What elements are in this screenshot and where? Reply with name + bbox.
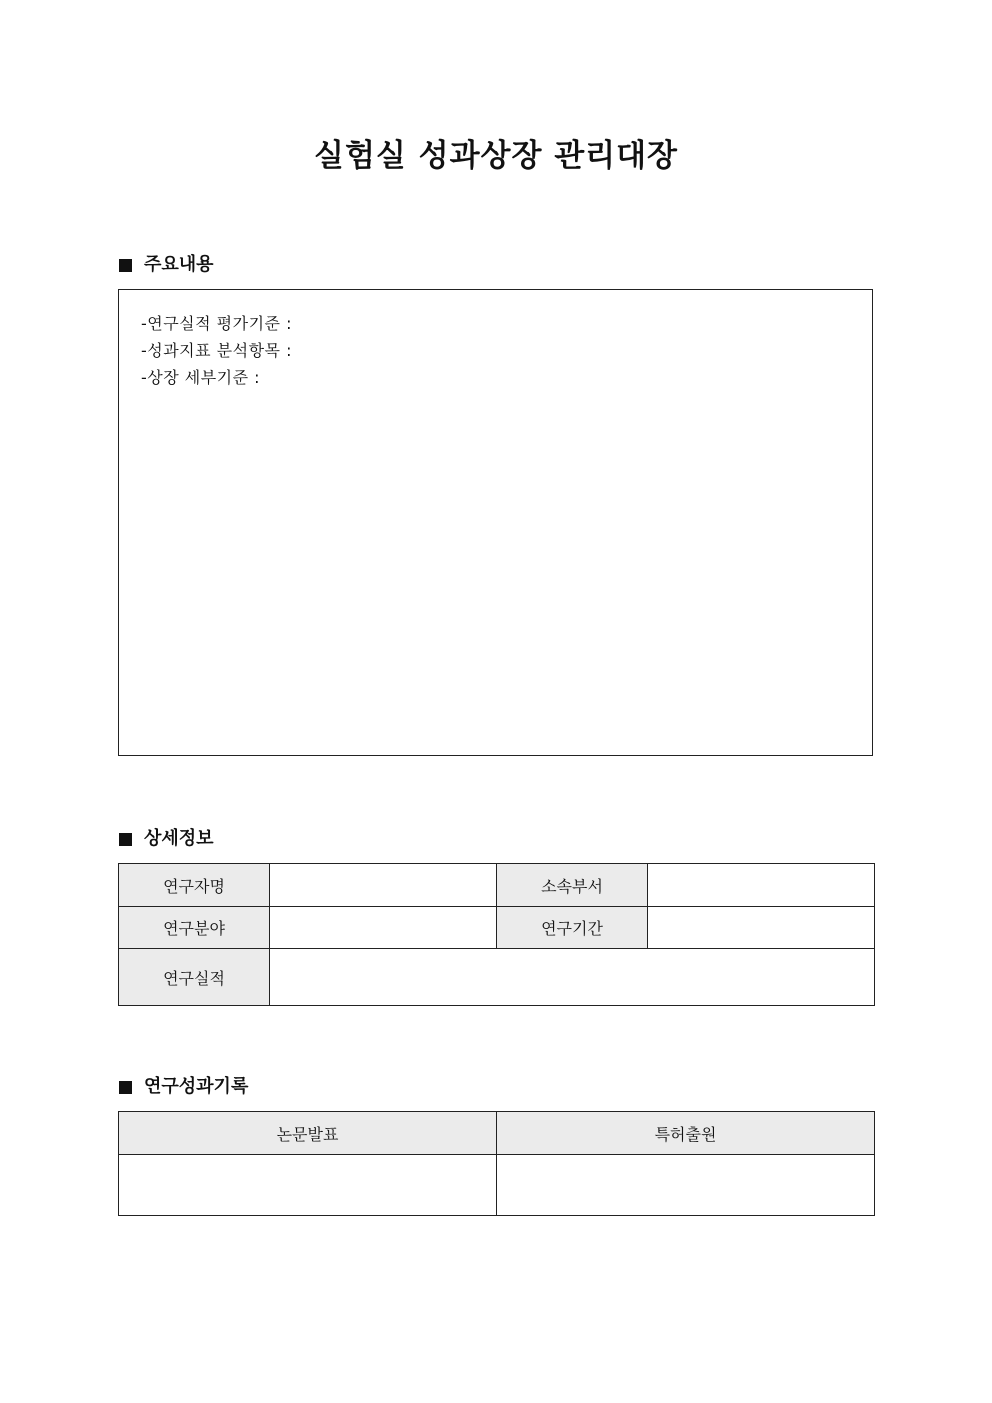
paper-presentation-header: 논문발표 (119, 1112, 497, 1155)
patent-application-header: 특허출원 (497, 1112, 875, 1155)
research-achievements-field[interactable] (270, 949, 875, 1006)
records-heading-label: 연구성과기록 (144, 1076, 249, 1097)
research-field-field[interactable] (270, 907, 497, 949)
patent-application-field[interactable] (497, 1155, 875, 1216)
main-content-box[interactable] (118, 289, 873, 756)
records-heading (119, 1075, 248, 1099)
research-achievements-label: 연구실적 (119, 949, 270, 1006)
square-bullet-icon (119, 259, 132, 272)
research-period-label: 연구기간 (497, 907, 648, 949)
main-content-heading-label: 주요내용 (144, 254, 214, 275)
researcher-name-label: 연구자명 (119, 864, 270, 907)
research-period-field[interactable] (648, 907, 875, 949)
details-row (119, 907, 875, 949)
main-content-heading (119, 253, 214, 277)
square-bullet-icon (119, 1081, 132, 1094)
page-title: 실험실 성과상장 관리대장 (314, 138, 678, 174)
records-value-row (119, 1155, 875, 1216)
details-row (119, 864, 875, 907)
researcher-name-field[interactable] (270, 864, 497, 907)
performance-indicator-line: -성과지표 분석항목 : (141, 341, 292, 360)
evaluation-criteria-line: -연구실적 평가기준 : (141, 314, 292, 333)
details-row (119, 949, 875, 1006)
details-heading (119, 827, 214, 851)
details-table (118, 863, 875, 1006)
research-field-label: 연구분야 (119, 907, 270, 949)
department-field[interactable] (648, 864, 875, 907)
details-heading-label: 상세정보 (144, 828, 214, 849)
records-table (118, 1111, 875, 1216)
award-criteria-line: -상장 세부기준 : (141, 368, 261, 387)
records-header-row (119, 1112, 875, 1155)
square-bullet-icon (119, 833, 132, 846)
paper-presentation-field[interactable] (119, 1155, 497, 1216)
department-label: 소속부서 (497, 864, 648, 907)
